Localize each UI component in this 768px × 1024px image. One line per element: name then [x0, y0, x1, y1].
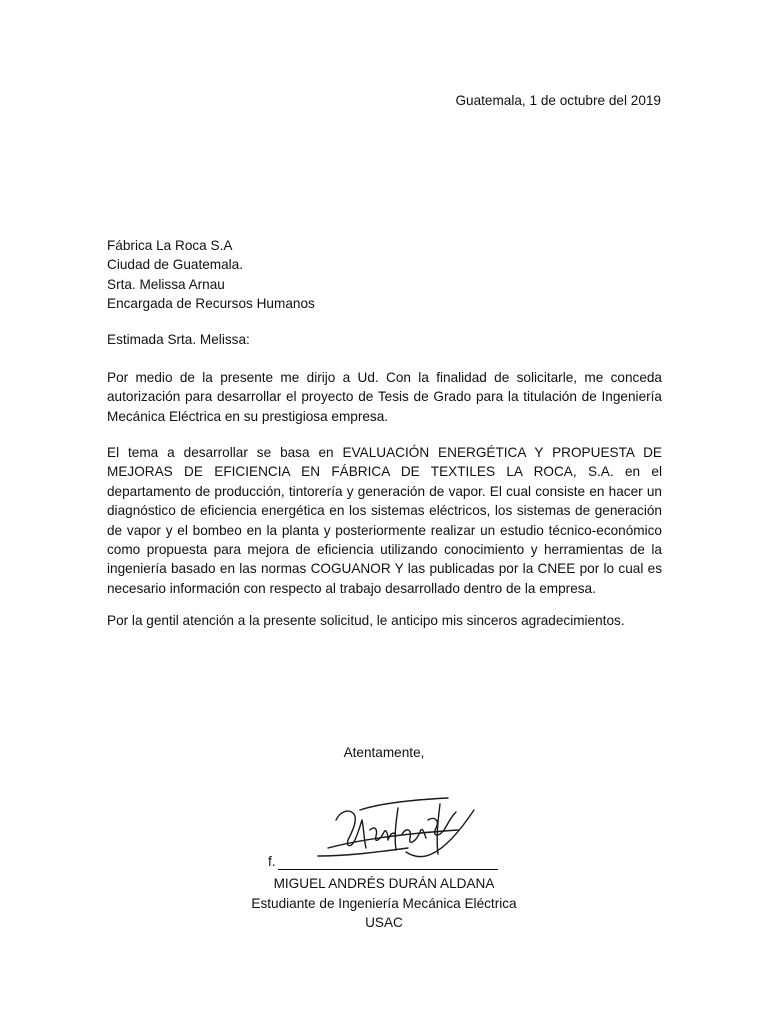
handwritten-signature-icon [288, 790, 488, 870]
signer-title: Estudiante de Ingeniería Mecánica Eléctrica [251, 895, 517, 911]
signer-institution: USAC [365, 915, 403, 930]
salutation: Estimada Srta. Melissa: [107, 332, 250, 347]
signature-line [278, 869, 498, 870]
paragraph-topic: El tema a desarrollar se basa en EVALUACIÓN ENERGÉTICA Y PROPUESTA DE MEJORAS DE EFICIENCIA EN FÁBRICA DE TEXTILES LA ROCA, S.A. en el departamento de producción, tintorería y generación de vapor. El cual consiste en hacer un diagnóstico de eficiencia energética en los sistemas eléctricos, los sistemas de generación de vapor y el bombeo en la planta y posteriormente realizar un estudio técnico-económico como propuesta para mejora de eficiencia utilizando conocimiento y herramientas de la ingeniería basado en las normas COGUANOR Y las publicadas por la CNEE por lo cual es necesario información con respecto al trabajo desarrollado dentro de la empresa. [107, 445, 662, 596]
signature [268, 790, 508, 880]
letter-date: Guatemala, 1 de octubre del 2019 [455, 93, 661, 108]
recipient-name: Srta. Melissa Arnau [107, 276, 225, 292]
recipient-block [107, 236, 315, 314]
closing-text: Atentamente, [343, 745, 425, 760]
signer-block [0, 874, 768, 933]
signer-name: MIGUEL ANDRÉS DURÁN ALDANA [273, 876, 495, 891]
signature-prefix: f. [268, 854, 276, 869]
paragraph-thanks: Por la gentil atención a la presente solicitud, le anticipo mis sinceros agradecimientos. [107, 613, 625, 628]
recipient-city: Ciudad de Guatemala. [107, 257, 244, 273]
recipient-company: Fábrica La Roca S.A [107, 238, 233, 253]
paragraph-request: Por medio de la presente me dirijo a Ud. Con la finalidad de solicitarle, me conceda autorización para desarrollar el proyecto de Tesis de Grado para la titulación de Ingeniería Mecánica Eléctrica en su prestigiosa empresa. [107, 370, 662, 424]
recipient-role: Encargada de Recursos Humanos [107, 296, 315, 312]
